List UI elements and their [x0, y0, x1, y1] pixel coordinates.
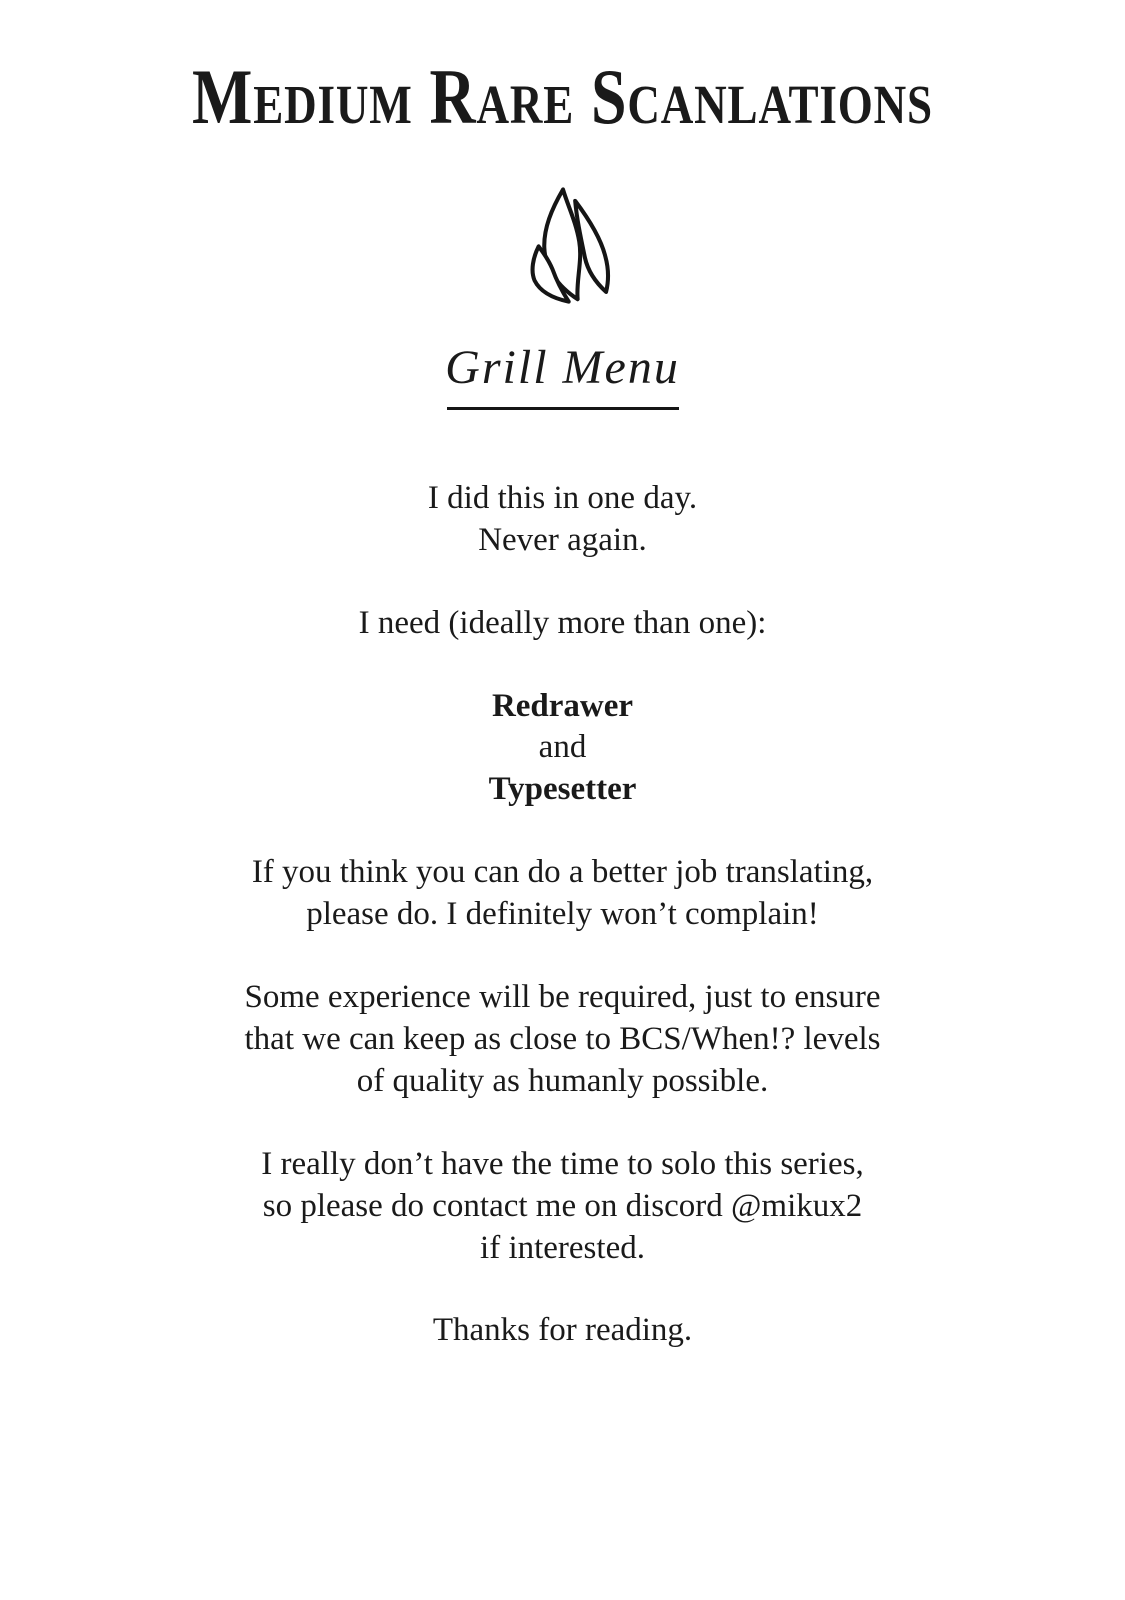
body-text: [0, 478, 1125, 1353]
text-line: that we can keep as close to BCS/When!? levels: [244, 1020, 881, 1057]
menu-title-underline: [447, 407, 679, 410]
text-line: so please do contact me on discord @mikux2: [262, 1187, 863, 1224]
paragraph-need: [0, 603, 1125, 645]
flame-icon: [498, 178, 628, 318]
paragraph-thanks: [0, 1310, 1125, 1352]
paragraph-intro: [0, 478, 1125, 562]
page-title: Medium Rare Scanlations: [192, 53, 933, 140]
text-line: of quality as humanly possible.: [356, 1062, 769, 1099]
menu-title: Grill Menu: [445, 341, 680, 394]
text-line: and: [538, 729, 587, 766]
text-line: I need (ideally more than one):: [358, 604, 767, 641]
text-line: Never again.: [478, 521, 647, 558]
text-line: Some experience will be required, just to ensure: [244, 979, 881, 1016]
paragraph-roles: [0, 686, 1125, 812]
paragraph-experience: [0, 977, 1125, 1103]
paragraph-contact: [0, 1144, 1125, 1270]
text-line: if interested.: [480, 1229, 645, 1266]
role-redrawer: Redrawer: [491, 687, 634, 724]
paragraph-translating: [0, 852, 1125, 936]
text-line: Thanks for reading.: [432, 1312, 693, 1349]
text-line: I really don’t have the time to solo this series,: [261, 1145, 864, 1182]
text-line: I did this in one day.: [427, 479, 698, 516]
text-line: please do. I definitely won’t complain!: [306, 896, 819, 933]
role-typesetter: Typesetter: [488, 771, 637, 808]
text-line: If you think you can do a better job translating,: [251, 854, 874, 891]
